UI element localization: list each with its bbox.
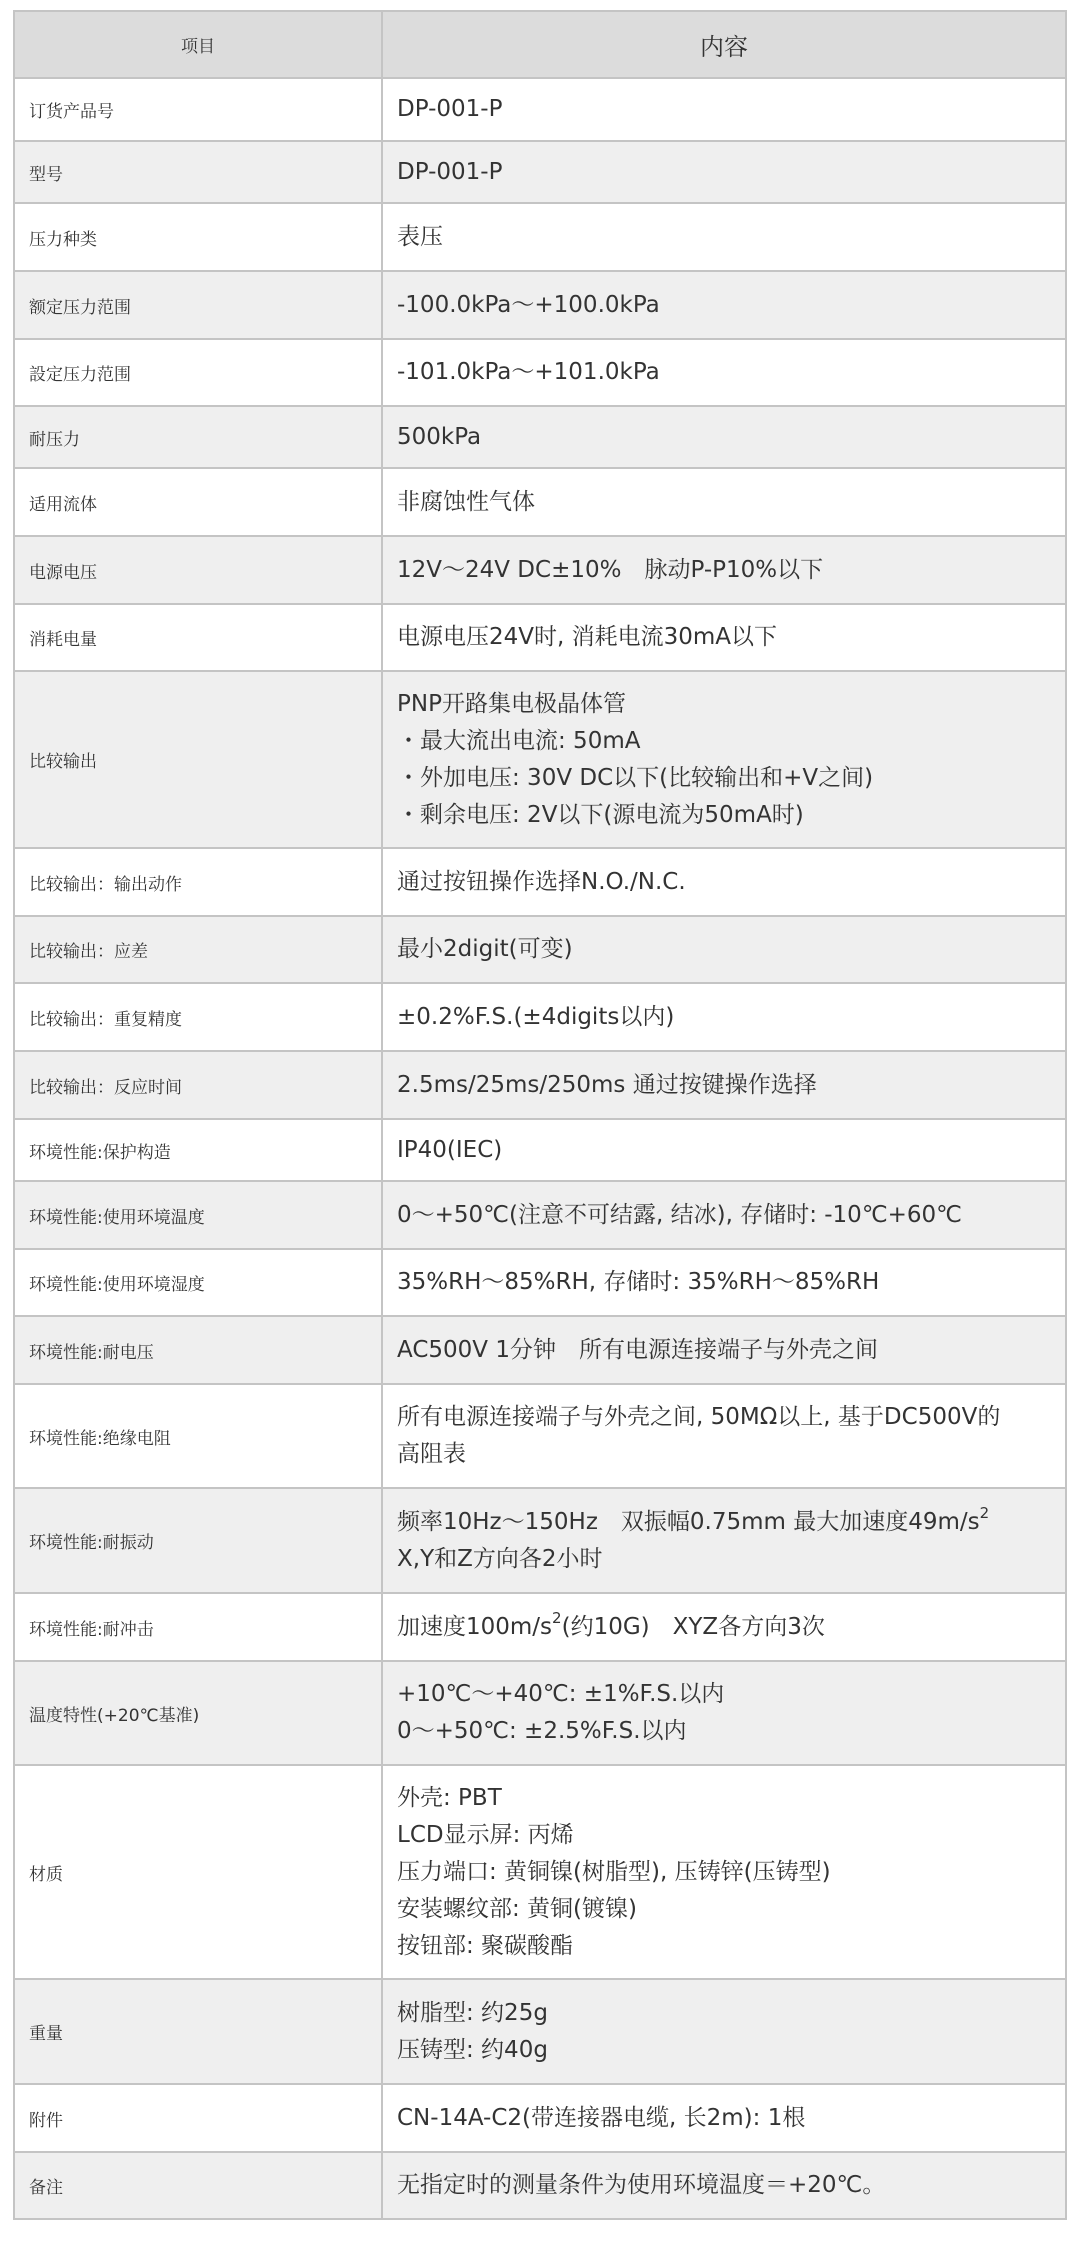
table-row bbox=[14, 1249, 1066, 1316]
value-line: 2.5ms/25ms/250ms 通过按键操作选择 bbox=[397, 1071, 817, 1098]
value-line: DP-001-P bbox=[397, 96, 503, 122]
value-line: 0～+50℃: ±2.5%F.S.以内 bbox=[397, 1718, 687, 1744]
row-value bbox=[382, 604, 1066, 671]
row-value bbox=[382, 1979, 1066, 2084]
row-value bbox=[382, 1316, 1066, 1384]
value-line: -101.0kPa～+101.0kPa bbox=[397, 359, 660, 385]
value-line: AC500V 1分钟 所有电源连接端子与外壳之间 bbox=[397, 1336, 878, 1363]
value-line: 安装螺纹部: 黄铜(镀镍) bbox=[397, 1895, 638, 1922]
row-value bbox=[382, 1384, 1066, 1488]
row-value bbox=[382, 1119, 1066, 1181]
row-label: 环境性能:耐冲击 bbox=[14, 1593, 382, 1661]
value-line: 所有电源连接端子与外壳之间, 50MΩ以上, 基于DC500V的 bbox=[397, 1404, 1001, 1430]
row-label: 設定压力范围 bbox=[14, 339, 382, 406]
table-row bbox=[14, 339, 1066, 406]
row-value bbox=[382, 983, 1066, 1051]
table-row bbox=[14, 271, 1066, 339]
row-label: 环境性能:绝缘电阻 bbox=[14, 1384, 382, 1488]
row-value bbox=[382, 916, 1066, 983]
row-label: 适用流体 bbox=[14, 468, 382, 536]
row-value bbox=[382, 78, 1066, 141]
value-line: 高阻表 bbox=[397, 1441, 466, 1467]
value-line: 树脂型: 约25g bbox=[397, 1999, 548, 2026]
row-value bbox=[382, 1051, 1066, 1119]
table-row bbox=[14, 2152, 1066, 2219]
table-row bbox=[14, 1119, 1066, 1181]
column-header-content: 内容 bbox=[382, 11, 1066, 78]
row-value bbox=[382, 1181, 1066, 1249]
row-label: 比较输出：应差 bbox=[14, 916, 382, 983]
row-label: 环境性能:使用环境温度 bbox=[14, 1181, 382, 1249]
table-row bbox=[14, 1181, 1066, 1249]
value-line: 非腐蚀性气体 bbox=[397, 488, 535, 515]
row-label: 比较输出：反应时间 bbox=[14, 1051, 382, 1119]
table-row bbox=[14, 536, 1066, 604]
value-line: 外壳: PBT bbox=[397, 1784, 502, 1811]
value-line: 通过按钮操作选择N.O./N.C. bbox=[397, 868, 686, 895]
row-label: 材质 bbox=[14, 1765, 382, 1979]
row-value bbox=[382, 339, 1066, 406]
row-label: 环境性能:保护构造 bbox=[14, 1119, 382, 1181]
table-row bbox=[14, 983, 1066, 1051]
value-line: 0～+50℃(注意不可结露, 结冰), 存储时: -10℃+60℃ bbox=[397, 1201, 963, 1228]
row-label: 附件 bbox=[14, 2084, 382, 2152]
value-line: +10℃～+40℃: ±1%F.S.以内 bbox=[397, 1681, 725, 1707]
row-label: 订货产品号 bbox=[14, 78, 382, 141]
table-row bbox=[14, 1979, 1066, 2084]
row-label: 比较输出：输出动作 bbox=[14, 848, 382, 916]
value-line: PNP开路集电极晶体管 bbox=[397, 690, 626, 717]
row-value bbox=[382, 406, 1066, 468]
value-line: IP40(IEC) bbox=[397, 1136, 503, 1163]
row-label: 比较输出：重复精度 bbox=[14, 983, 382, 1051]
table-row bbox=[14, 604, 1066, 671]
table-row bbox=[14, 1661, 1066, 1765]
superscript: 2 bbox=[979, 1503, 990, 1522]
row-label: 耐压力 bbox=[14, 406, 382, 468]
value-line: 无指定时的测量条件为使用环境温度＝+20℃。 bbox=[397, 2172, 886, 2198]
value-line: 频率10Hz～150Hz 双振幅0.75mm 最大加速度$49m/s^2$ bbox=[397, 1503, 990, 1535]
row-label: 温度特性(+20℃基准) bbox=[14, 1661, 382, 1765]
row-value bbox=[382, 536, 1066, 604]
row-label: 环境性能:耐电压 bbox=[14, 1316, 382, 1384]
table-row bbox=[14, 78, 1066, 141]
value-line: 压铸型: 约40g bbox=[397, 2036, 548, 2063]
row-value bbox=[382, 848, 1066, 916]
row-label: 重量 bbox=[14, 1979, 382, 2084]
table-row bbox=[14, 671, 1066, 848]
value-line: 电源电压24V时, 消耗电流30mA以下 bbox=[397, 624, 778, 650]
row-value bbox=[382, 271, 1066, 339]
row-label: 电源电压 bbox=[14, 536, 382, 604]
row-label: 比较输出 bbox=[14, 671, 382, 848]
table-row bbox=[14, 2084, 1066, 2152]
row-value bbox=[382, 468, 1066, 536]
value-line: -100.0kPa～+100.0kPa bbox=[397, 291, 660, 318]
value-line: 最小2digit(可变) bbox=[397, 936, 573, 962]
value-line: 按钮部: 聚碳酸酯 bbox=[397, 1932, 574, 1959]
table-row bbox=[14, 141, 1066, 203]
value-line: 压力端口: 黄铜镍(树脂型), 压铸锌(压铸型) bbox=[397, 1858, 831, 1885]
value-line: CN-14A-C2(带连接器电缆, 长2m): 1根 bbox=[397, 2104, 806, 2131]
table-row bbox=[14, 1316, 1066, 1384]
row-value bbox=[382, 671, 1066, 848]
value-line: ±0.2%F.S.(±4digits以内) bbox=[397, 1003, 675, 1030]
table-row bbox=[14, 1051, 1066, 1119]
row-value bbox=[382, 1249, 1066, 1316]
row-label: 环境性能:耐振动 bbox=[14, 1488, 382, 1593]
table-header-row bbox=[14, 11, 1066, 78]
value-line: 12V～24V DC±10% 脉动P-P10%以下 bbox=[397, 556, 824, 583]
value-line: LCD显示屏: 丙烯 bbox=[397, 1821, 574, 1848]
value-line: 加速度$100m/s^2$(约10G) XYZ各方向3次 bbox=[397, 1608, 825, 1640]
row-value bbox=[382, 141, 1066, 203]
table-row bbox=[14, 468, 1066, 536]
column-header-item: 项目 bbox=[14, 11, 382, 78]
row-value bbox=[382, 1661, 1066, 1765]
row-label: 额定压力范围 bbox=[14, 271, 382, 339]
value-line: 表压 bbox=[397, 223, 443, 250]
value-line: X,Y和Z方向各2小时 bbox=[397, 1545, 603, 1572]
table-row bbox=[14, 203, 1066, 271]
table-row bbox=[14, 1384, 1066, 1488]
value-line: ・剩余电压: 2V以下(源电流为50mA时) bbox=[397, 801, 804, 828]
table-row bbox=[14, 1593, 1066, 1661]
value-line: ・最大流出电流: 50mA bbox=[397, 727, 641, 754]
row-value bbox=[382, 2152, 1066, 2219]
row-label: 消耗电量 bbox=[14, 604, 382, 671]
row-value bbox=[382, 1593, 1066, 1661]
spec-table bbox=[13, 10, 1067, 2220]
value-line: 500kPa bbox=[397, 423, 482, 450]
table-row bbox=[14, 848, 1066, 916]
row-value bbox=[382, 1488, 1066, 1593]
table-row bbox=[14, 916, 1066, 983]
row-label: 压力种类 bbox=[14, 203, 382, 271]
row-value bbox=[382, 203, 1066, 271]
value-line: 35%RH～85%RH, 存储时: 35%RH～85%RH bbox=[397, 1269, 880, 1295]
value-line: DP-001-P bbox=[397, 158, 503, 185]
table-row bbox=[14, 1488, 1066, 1593]
table-row bbox=[14, 1765, 1066, 1979]
row-value bbox=[382, 1765, 1066, 1979]
row-label: 备注 bbox=[14, 2152, 382, 2219]
superscript: 2 bbox=[552, 1608, 562, 1627]
row-value bbox=[382, 2084, 1066, 2152]
table-row bbox=[14, 406, 1066, 468]
row-label: 型号 bbox=[14, 141, 382, 203]
value-line: ・外加电压: 30V DC以下(比较输出和+V之间) bbox=[397, 764, 874, 791]
row-label: 环境性能:使用环境湿度 bbox=[14, 1249, 382, 1316]
